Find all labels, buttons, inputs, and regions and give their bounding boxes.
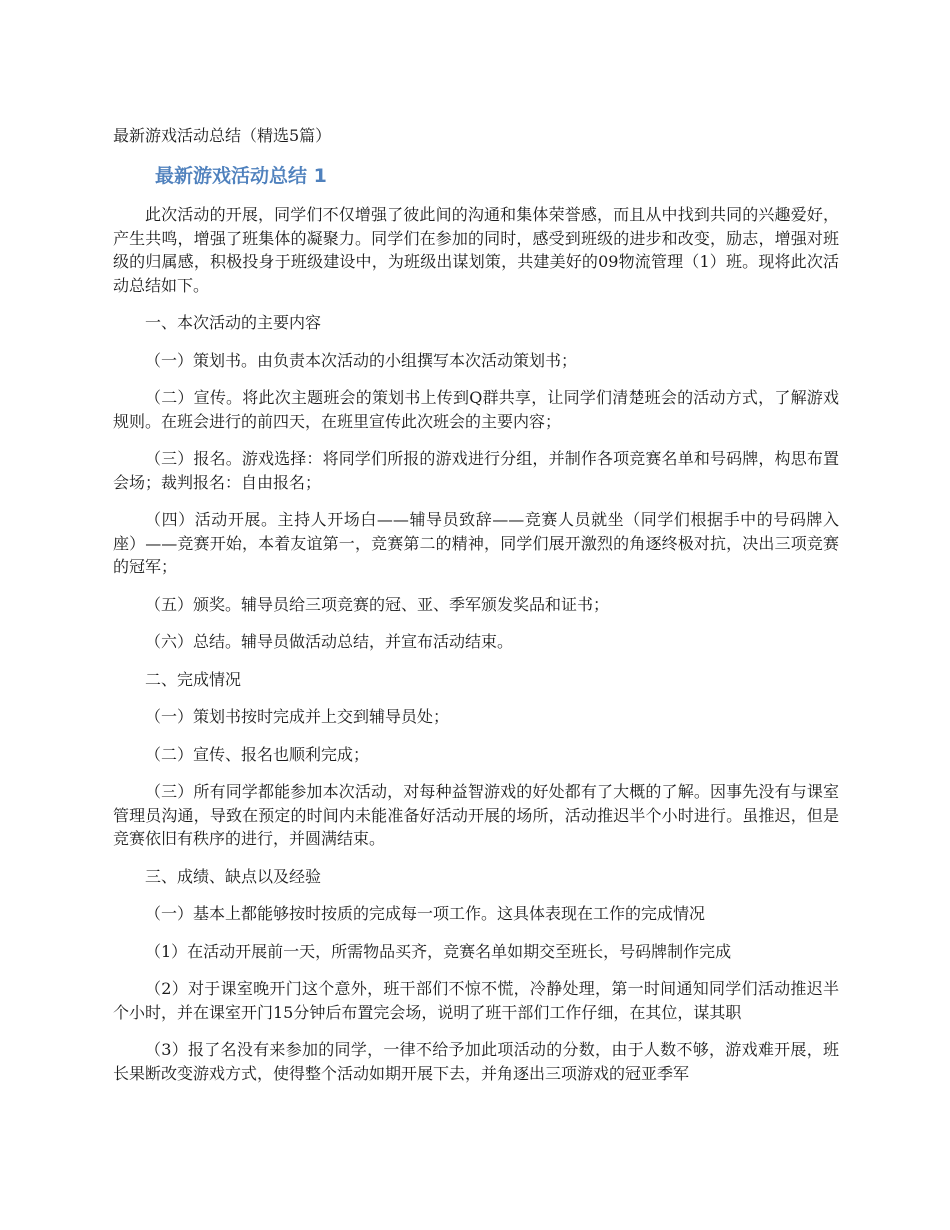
paragraph-item: （1）在活动开展前一天，所需物品买齐，竞赛名单如期交至班长，号码牌制作完成: [145, 941, 732, 961]
paragraph-item: （五）颁奖。辅导员给三项竞赛的冠、亚、季军颁发奖品和证书；: [145, 594, 610, 614]
section-heading: 最新游戏活动总结 1: [155, 165, 327, 187]
paragraph-item: （一）基本上都能够按时按质的完成每一项工作。这具体表现在工作的完成情况: [145, 904, 706, 923]
paragraph-item: （3）报了名没有来参加的同学，一律不给予加此项活动的分数，由于人数不够，游戏难开展，班长果断改变游戏方式，使得整个活动如期开展下去，并角逐出三项游戏的冠亚季军: [113, 1040, 839, 1083]
paragraph-item: （六）总结。辅导员做活动总结，并宣布活动结束。: [145, 632, 514, 651]
heading-part-two: 二、完成情况: [145, 669, 242, 689]
paragraph-item: （一）策划书按时完成并上交到辅导员处；: [145, 707, 450, 726]
document-title: 最新游戏活动总结（精选5篇）: [113, 126, 332, 145]
paragraph-item: （四）活动开展。主持人开场白——辅导员致辞——竞赛人员就坐（同学们根据手中的号码牌入座）——竞赛开始，本着友谊第一，竞赛第二的精神，同学们展开激烈的角逐终极对抗，决出三项竞赛的冠军；: [113, 510, 839, 576]
heading-part-three: 三、成绩、缺点以及经验: [145, 866, 322, 886]
heading-part-one: 一、本次活动的主要内容: [145, 313, 322, 332]
document-body: [113, 203, 839, 1085]
paragraph-item: （三）报名。游戏选择：将同学们所报的游戏进行分组，并制作各项竞赛名单和号码牌，构思布置会场；裁判报名：自由报名；: [113, 449, 839, 492]
paragraph-item: （2）对于课室晚开门这个意外，班干部们不惊不慌，冷静处理，第一时间通知同学们活动推迟半个小时，并在课室开门15分钟后布置完会场，说明了班干部们工作仔细，在其位，谋其职: [113, 979, 839, 1022]
paragraph-item: （三）所有同学都能参加本次活动，对每种益智游戏的好处都有了大概的了解。因事先没有与课室管理员沟通，导致在预定的时间内未能准备好活动开展的场所，活动推迟半个小时进行。虽推迟，但是竞赛依旧有秩序的进行，并圆满结束。: [113, 782, 839, 848]
paragraph-item: （一）策划书。由负责本次活动的小组撰写本次活动策划书；: [145, 350, 578, 370]
intro-paragraph: 此次活动的开展，同学们不仅增强了彼此间的沟通和集体荣誉感，而且从中找到共同的兴趣爱好，产生共鸣，增强了班集体的凝聚力。同学们在参加的同时，感受到班级的进步和改变，励志，增强对班级的归属感，积极投身于班级建设中，为班级出谋划策，共建美好的09物流管理（1）班。现将此次活动总结如下。: [113, 205, 839, 295]
paragraph-item: （二）宣传、报名也顺利完成；: [145, 744, 370, 764]
paragraph-item: （二）宣传。将此次主题班会的策划书上传到Q群共享，让同学们清楚班会的活动方式，了解游戏规则。在班会进行的前四天，在班里宣传此次班会的主要内容；: [113, 388, 839, 431]
